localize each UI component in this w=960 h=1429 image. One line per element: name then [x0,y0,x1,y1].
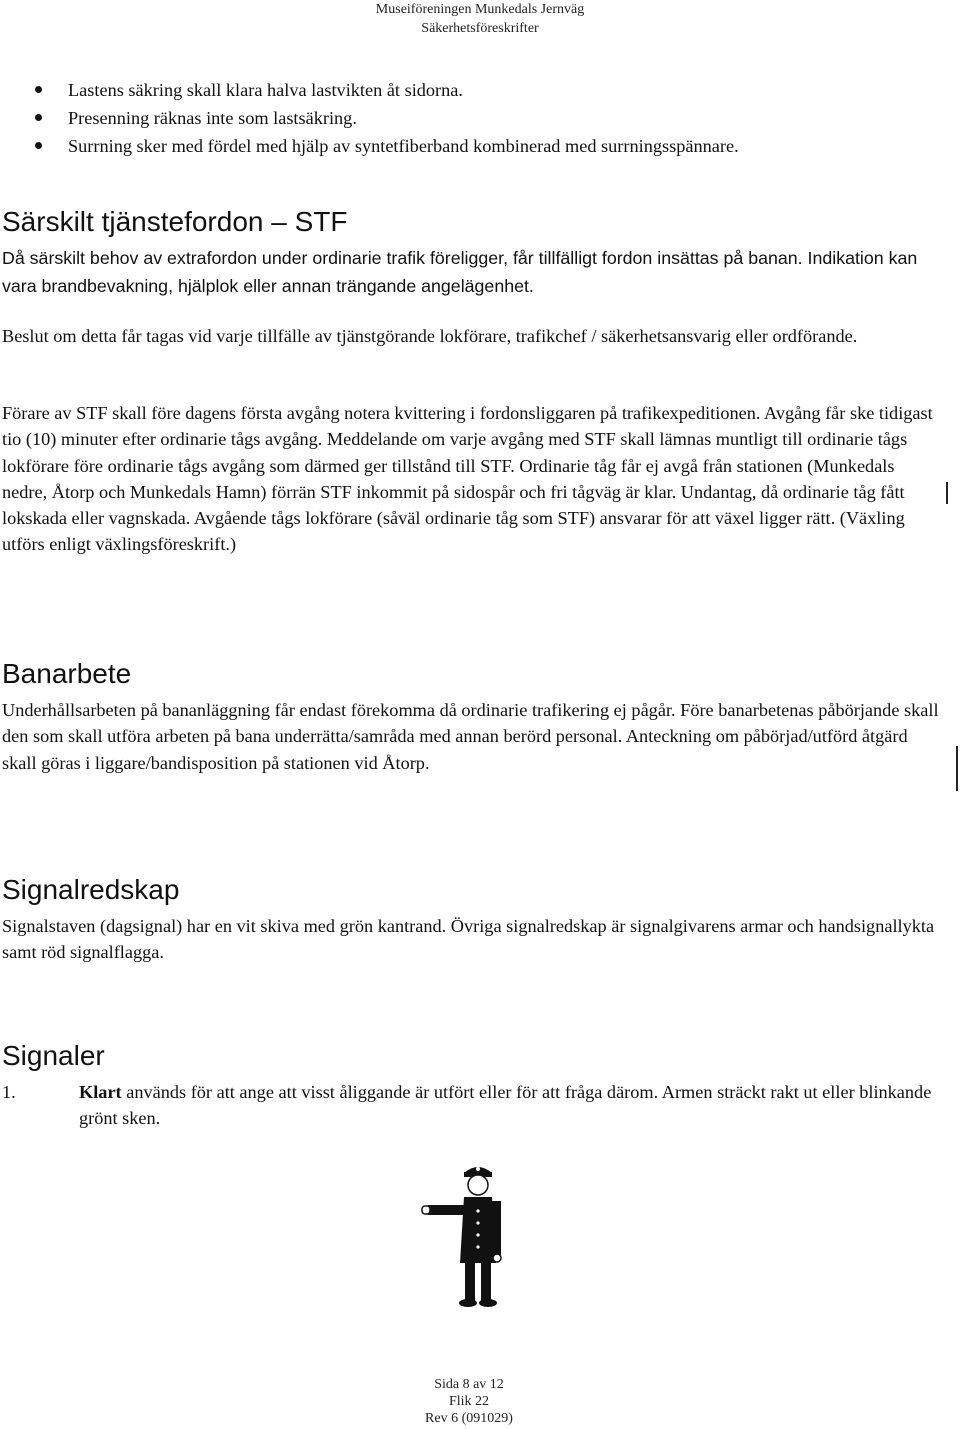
signaler-heading: Signaler [2,1040,105,1071]
stf-paragraph-1: Då särskilt behov av extrafordon under ordinarie trafik föreligger, får tillfälligt fordon insättas på banan. Indikation kan vara brandbevakning, hjälplok eller annan trängande angelägenhet. [2,248,918,296]
signalredskap-paragraph: Signalstaven (dagsignal) har en vit skiva med grön kantrand. Övriga signalredskap är signalgivarens armar och handsignallykta samt röd signalflagga. [2,916,935,963]
signalredskap-heading: Signalredskap [2,874,180,905]
stf-paragraph-2: Beslut om detta får tagas vid varje tillfälle av tjänstgörande lokförare, trafikchef / säkerhetsansvarig eller ordförande. [2,326,858,346]
banarbete-heading: Banarbete [2,658,132,689]
footer-page-number: Sida 8 av 12 [434,1377,504,1392]
signalman-clear-signal-illustration [420,1155,570,1315]
signal-item-description: används för att ange att visst åliggande är utfört eller för att fråga därom. Armen sträckt rakt ut eller blinkande grönt sken. [79,1082,932,1129]
stf-paragraph-3: Förare av STF skall före dagens första avgång notera kvittering i fordonsliggaren på trafikexpeditionen. Avgång får ske tidigast tio (10) minuter efter ordinarie tågs avgång. Meddelande om varje avgång med STF skall lämnas muntligt till ordinarie tågs lokförare före ordinarie tågs avgång som därmed ger tillstånd till STF. Ordinarie tåg får ej avgå från stationen (Munkedals nedre, Åtorp och Munkedals Hamn) förrän STF inkommit på sidospår och fri tågväg är klar. Undantag, då ordinarie tåg fått lokskada eller vagnskada. Avgående tågs lokförare (såväl ordinarie tåg som STF) ansvarar för att växel ligger rätt. (Växling utförs enligt växlingsföreskrift.) [2,403,933,555]
list-item: Lastens säkring skall klara halva lastvikten åt sidorna. [30,76,940,104]
list-item: Surrning sker med fördel med hjälp av syntetfiberband kombinerad med surrningsspännare. [30,132,940,160]
signal-item-number: 1. [2,1082,16,1102]
cargo-bullet-list [30,76,940,160]
signal-item-term: Klart [79,1082,122,1102]
header-document-title: Säkerhetsföreskrifter [421,21,539,36]
signal-item-1 [2,1079,942,1132]
page-footer [0,1376,938,1427]
stf-heading: Särskilt tjänstefordon – STF [2,206,348,237]
revision-bar [946,482,948,504]
banarbete-paragraph: Underhållsarbeten på bananläggning får endast förekomma då ordinarie trafikering ej pågår. Före banarbetenas påbörjande skall den som skall utföra arbeten på bana underrätta/samråda med annan berörd personal. Anteckning om påbörjad/utförd åtgärd skall göras i liggare/bandisposition på stationen vid Åtorp. [2,700,939,773]
footer-flik: Flik 22 [448,1394,490,1409]
header-organization: Museiföreningen Munkedals Jernväg [375,2,585,17]
signal-item-text [79,1079,942,1132]
page-header [0,0,960,38]
footer-revision: Rev 6 (091029) [425,1411,513,1426]
list-item: Presenning räknas inte som lastsäkring. [30,104,940,132]
revision-bar [956,746,958,791]
